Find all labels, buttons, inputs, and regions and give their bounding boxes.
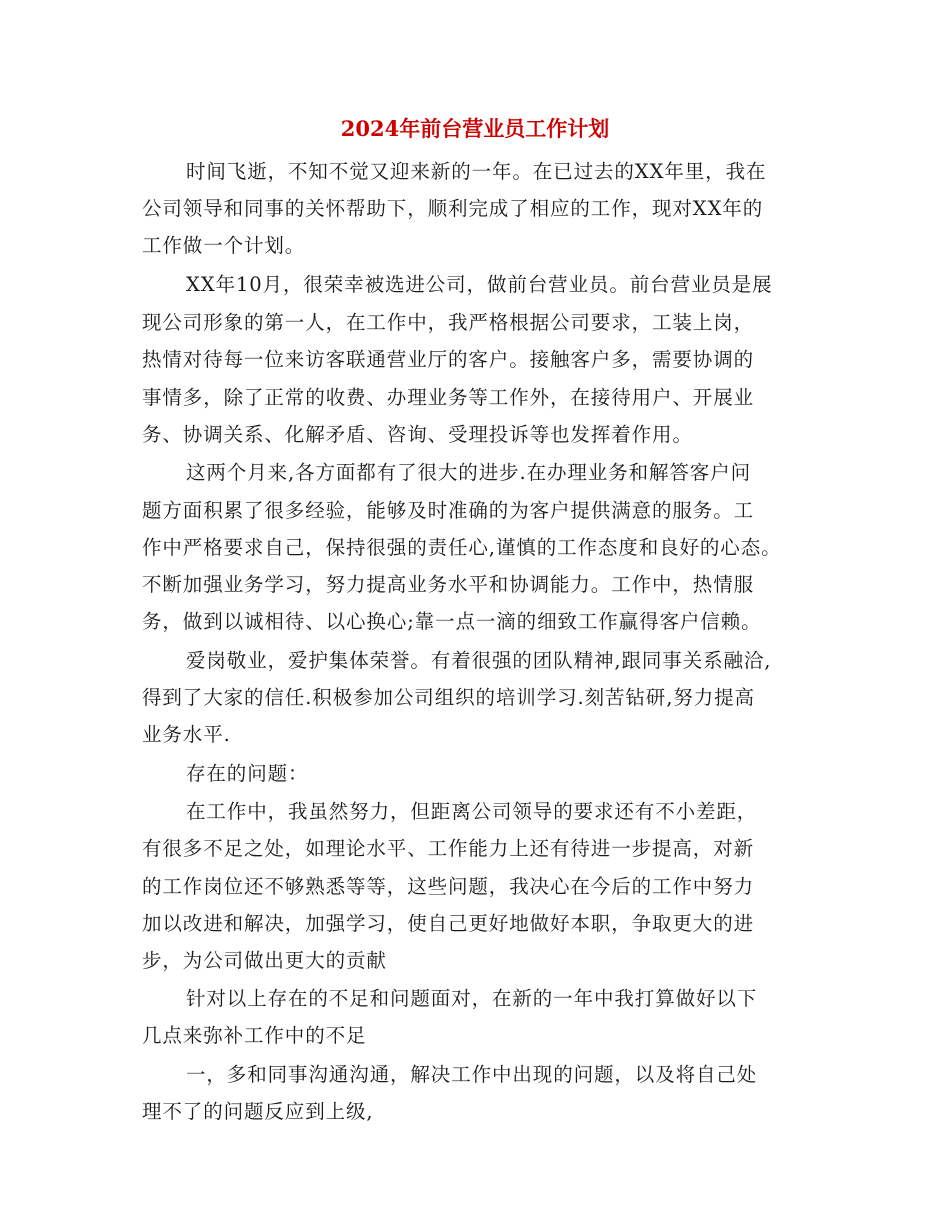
paragraph-line: 不断加强业务学习，努力提高业务水平和协调能力。工作中，热情服 (142, 573, 755, 596)
paragraph-line: 现公司形象的第一人，在工作中，我严格根据公司要求，工装上岗， (142, 311, 755, 334)
paragraph-line: 存在的问题： (186, 762, 309, 785)
paragraph-line: 得到了大家的信任.积极参加公司组织的培训学习.刻苦钻研,努力提高 (142, 686, 755, 709)
paragraph-line: 针对以上存在的不足和问题面对，在新的一年中我打算做好以下 (186, 987, 758, 1010)
paragraph-line: 题方面积累了很多经验，能够及时准确的为客户提供满意的服务。工 (142, 499, 755, 522)
paragraph-line: 的工作岗位还不够熟悉等等，这些问题，我决心在今后的工作中努力 (142, 875, 755, 898)
paragraph-line: 时间飞逝，不知不觉又迎来新的一年。在已过去的XX年里，我在 (186, 160, 767, 183)
paragraph-line: 作中严格要求自己，保持很强的责任心,谨慎的工作态度和良好的心态。 (142, 536, 782, 559)
paragraph-line: 理不了的问题反应到上级, (142, 1100, 374, 1123)
document-title: 2024年前台营业员工作计划 (340, 116, 610, 141)
paragraph-line: 爱岗敬业，爱护集体荣誉。有着很强的团队精神,跟同事关系融洽, (186, 649, 772, 672)
paragraph-line: 公司领导和同事的关怀帮助下，顺利完成了相应的工作，现对XX年的 (142, 197, 764, 220)
paragraph-line: 工作做一个计划。 (142, 234, 306, 257)
paragraph-line: 务、协调关系、化解矛盾、咨询、受理投诉等也发挥着作用。 (142, 423, 693, 446)
paragraph-line: 有很多不足之处，如理论水平、工作能力上还有待进一步提高，对新 (142, 837, 755, 860)
paragraph-line: 几点来弥补工作中的不足 (142, 1024, 367, 1047)
paragraph-line: 在工作中，我虽然努力，但距离公司领导的要求还有不小差距， (186, 800, 758, 823)
paragraph-line: 热情对待每一位来访客联通营业厅的客户。接触客户多，需要协调的 (142, 348, 755, 371)
paragraph-line: 一，多和同事沟通沟通，解决工作中出现的问题，以及将自己处 (186, 1063, 758, 1086)
paragraph-line: 加以改进和解决，加强学习，使自己更好地做好本职，争取更大的进 (142, 912, 755, 935)
paragraph-line: 这两个月来,各方面都有了很大的进步.在办理业务和解答客户问 (186, 461, 751, 484)
paragraph-line: 事情多，除了正常的收费、办理业务等工作外，在接待用户、开展业 (142, 386, 755, 409)
paragraph-line: 步，为公司做出更大的贡献 (142, 949, 387, 972)
paragraph-line: 业务水平. (142, 723, 231, 746)
paragraph-line: XX年10月，很荣幸被选进公司，做前台营业员。前台营业员是展 (186, 273, 773, 296)
paragraph-line: 务，做到以诚相待、以心换心;靠一点一滴的细致工作赢得客户信赖。 (142, 610, 762, 633)
